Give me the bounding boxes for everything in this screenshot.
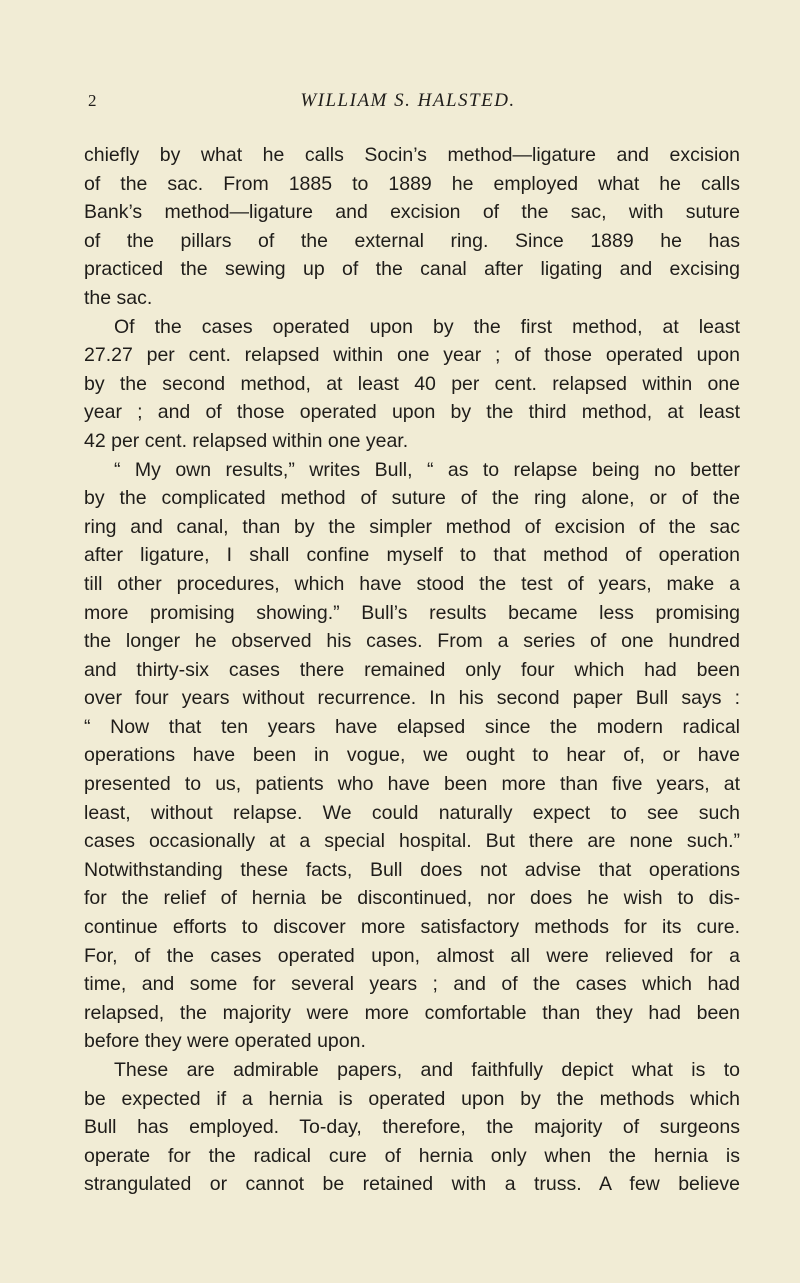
text-line: ring and canal, than by the simpler method of excision of the sac	[84, 515, 740, 538]
text-line: operate for the radical cure of hernia only when the hernia is	[84, 1144, 740, 1167]
text-line: operations have been in vogue, we ought to hear of, or have	[84, 744, 740, 767]
text-line: presented to us, patients who have been more than five years, at	[84, 773, 740, 796]
text-line: For, of the cases operated upon, almost all were relieved for a	[84, 944, 740, 967]
text-line: and thirty-six cases there remained only four which had been	[84, 658, 740, 681]
running-title: WILLIAM S. HALSTED.	[300, 90, 516, 111]
text-line: be expected if a hernia is operated upon by the methods which	[84, 1087, 740, 1110]
text-line: year ; and of those operated upon by the third method, at least	[84, 401, 740, 424]
text-line: “ My own results,” writes Bull, “ as to relapse being no better	[114, 458, 740, 481]
text-line: 42 per cent. relapsed within one year.	[84, 429, 409, 452]
text-line: strangulated or cannot be retained with a truss. A few believe	[84, 1173, 740, 1196]
text-line: chiefly by what he calls Socin’s method—ligature and excision	[84, 144, 740, 166]
text-line: before they were operated upon.	[84, 1030, 366, 1053]
text-line: least, without relapse. We could naturally expect to see such	[84, 801, 740, 824]
text-line: practiced the sewing up of the canal after ligating and excising	[84, 258, 740, 281]
text-line: time, and some for several years ; and of the cases which had	[84, 973, 740, 996]
body-text	[84, 141, 740, 1199]
text-line: relapsed, the majority were more comfortable than they had been	[84, 1001, 740, 1024]
text-line: till other procedures, which have stood the test of years, make a	[84, 572, 740, 595]
text-line: the longer he observed his cases. From a series of one hundred	[84, 630, 740, 653]
text-line: by the complicated method of suture of the ring alone, or of the	[84, 487, 740, 510]
text-line: the sac.	[84, 286, 153, 309]
text-line: These are admirable papers, and faithfully depict what is to	[114, 1059, 740, 1081]
text-line: by the second method, at least 40 per cent. relapsed within one	[84, 372, 740, 395]
text-line: over four years without recurrence. In his second paper Bull says :	[84, 687, 740, 710]
page-number: 2	[88, 91, 97, 110]
text-line: continue efforts to discover more satisfactory methods for its cure.	[84, 916, 740, 939]
text-line: Bank’s method—ligature and excision of the sac, with suture	[84, 201, 740, 224]
text-line: Notwithstanding these facts, Bull does not advise that operations	[84, 858, 740, 881]
text-line: after ligature, I shall confine myself to that method of operation	[84, 544, 740, 567]
text-line: of the sac. From 1885 to 1889 he employed what he calls	[84, 172, 740, 195]
text-line: Bull has employed. To-day, therefore, the majority of surgeons	[84, 1116, 740, 1139]
text-line: of the pillars of the external ring. Since 1889 he has	[84, 229, 740, 252]
text-line: cases occasionally at a special hospital. But there are none such.”	[84, 830, 740, 853]
text-line: more promising showing.” Bull’s results became less promising	[84, 601, 740, 624]
text-line: 27.27 per cent. relapsed within one year ; of those operated upon	[84, 344, 740, 367]
text-line: Of the cases operated upon by the first method, at least	[114, 315, 740, 338]
text-line: “ Now that ten years have elapsed since the modern radical	[84, 715, 740, 738]
text-line: for the relief of hernia be discontinued, nor does he wish to dis-	[84, 887, 740, 910]
running-head	[88, 88, 728, 114]
